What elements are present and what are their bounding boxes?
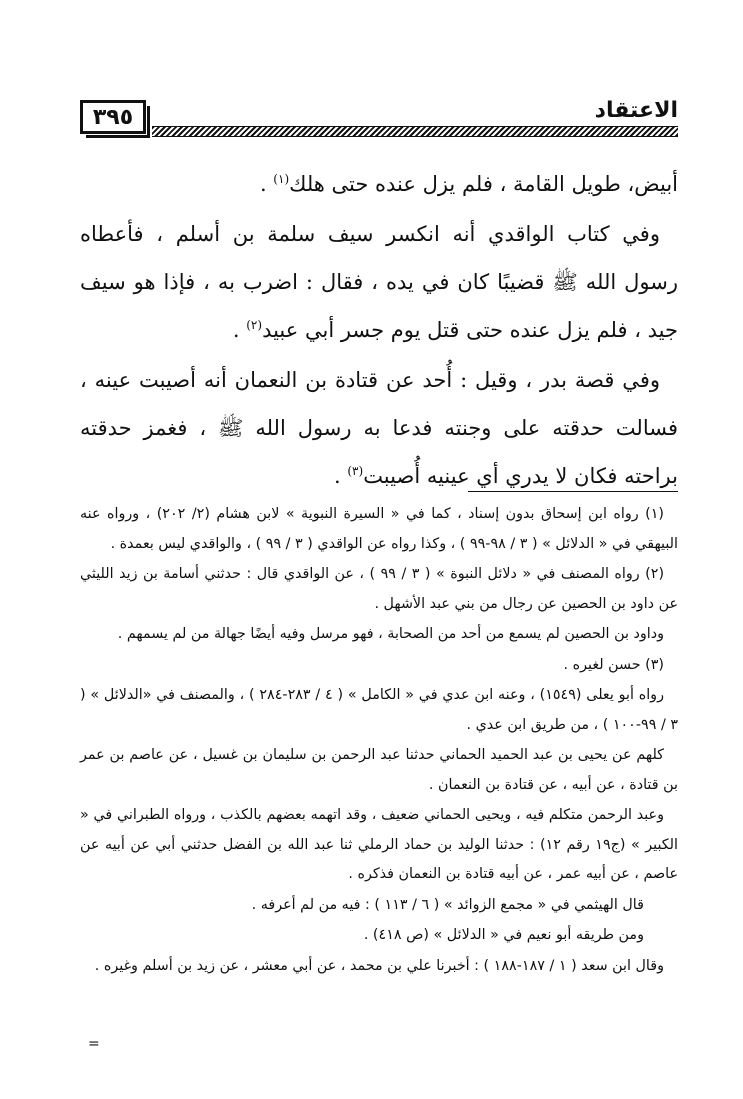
paragraph-text: أبيض، طويل القامة ، فلم يزل عنده حتى هلك [289, 172, 678, 196]
footnote-3-ibnsaad: وقال ابن سعد ( ١ / ١٨٧-١٨٨ ) : أخبرنا علي بن محمد ، عن أبي معشر ، عن زيد بن أسلم وغيره . [94, 957, 664, 974]
paragraph-end: . [232, 318, 247, 342]
page-number: ٣٩٥ [92, 104, 134, 130]
footnote-3: (٣) حسن لغيره . [563, 656, 664, 673]
paragraph-text: وفي كتاب الواقدي أنه انكسر سيف سلمة بن أسلم ، فأعطاه رسول الله ﷺ قضيبًا كان في يده ، فقال : اضرب به ، فإذا هو سيف جيد ، فلم يزل عنده حتى قتل يوم جسر أبي عبيد [80, 222, 678, 342]
footnote-2-note: وداود بن الحصين لم يسمع من أحد من الصحابة ، فهو مرسل وفيه أيضًا جهالة من لم يسمهم . [117, 626, 664, 642]
main-paragraph-2 [80, 210, 678, 354]
footnote-3-abunuaym: ومن طريقه أبو نعيم في « الدلائل » (ص ٤١٨) . [363, 927, 644, 943]
footnote-ref-2: (٢) [246, 318, 263, 332]
paragraph-end: . [334, 464, 348, 488]
footnote-3-source: رواه أبو يعلى (١٥٤٩) ، وعنه ابن عدي في « الكامل » ( ٤ / ٢٨٣-٢٨٤ ) ، والمصنف في «الدلائل » ( ٣ / ٩٩-١٠٠ ) ، من طريق ابن عدي . [80, 687, 678, 733]
main-paragraph-1 [80, 160, 678, 208]
footnote-ref-1: (١) [273, 172, 290, 186]
footnote-ref-3: (٣) [347, 464, 364, 478]
main-paragraph-3 [80, 356, 678, 500]
footnote-3-chain: كلهم عن يحيى بن عبد الحميد الحماني حدثنا عبد الرحمن بن سليمان بن غسيل ، عن عاصم بن عمر بن قتادة ، عن أبيه ، عن قتادة بن النعمان . [80, 747, 678, 793]
running-title: الاعتقاد [594, 98, 678, 123]
footnotes [80, 500, 678, 982]
paragraph-text: وفي قصة بدر ، وقيل : أُحد عن قتادة بن النعمان أنه أصيبت عينه ، فسالت حدقته على وجنته فدعا به رسول الله ﷺ ، فغمز حدقته براحته فكان لا يدري أي عينيه أُصيبت [80, 368, 678, 488]
footnote-3-grading: وعبد الرحمن متكلم فيه ، ويحيى الحماني ضعيف ، وقد اتهمه بعضهم بالكذب ، ورواه الطبراني في « الكبير » (ج١٩ رقم ١٢) : حدثنا الوليد بن حماد الرملي ثنا عبد الله بن الفضل حدثني أبي عن أبيه عن عاصم ، عن أبيه عمر ، عن أبيه قتادة بن النعمان فذكره . [80, 807, 678, 882]
footnote-3-haythami: قال الهيثمي في « مجمع الزوائد » ( ٦ / ١١٣ ) : فيه من لم أعرفه . [251, 896, 644, 913]
page-header [80, 96, 678, 140]
footnote-2: (٢) رواه المصنف في « دلائل النبوة » ( ٣ / ٩٩ ) ، عن الواقدي قال : حدثني أسامة بن زيد الليثي عن داود بن الحصين عن رجال من بني عبد الأشهل . [80, 566, 678, 612]
continuation-mark: = [88, 1036, 100, 1052]
page-number-box [80, 100, 146, 134]
main-text [80, 160, 678, 502]
footnote-1: (١) رواه ابن إسحاق بدون إسناد ، كما في « السيرة النبوية » لابن هشام (٢/ ٢٠٢) ، ورواه عنه البيهقي في « الدلائل » ( ٣ / ٩٨-٩٩ ) ، وكذا رواه عن الواقدي ( ٣ / ٩٩ ) ، والواقدي ليس بعمدة . [80, 506, 678, 552]
paragraph-end: . [259, 172, 274, 196]
header-decorative-rule [152, 126, 678, 137]
footnote-separator [468, 491, 678, 492]
